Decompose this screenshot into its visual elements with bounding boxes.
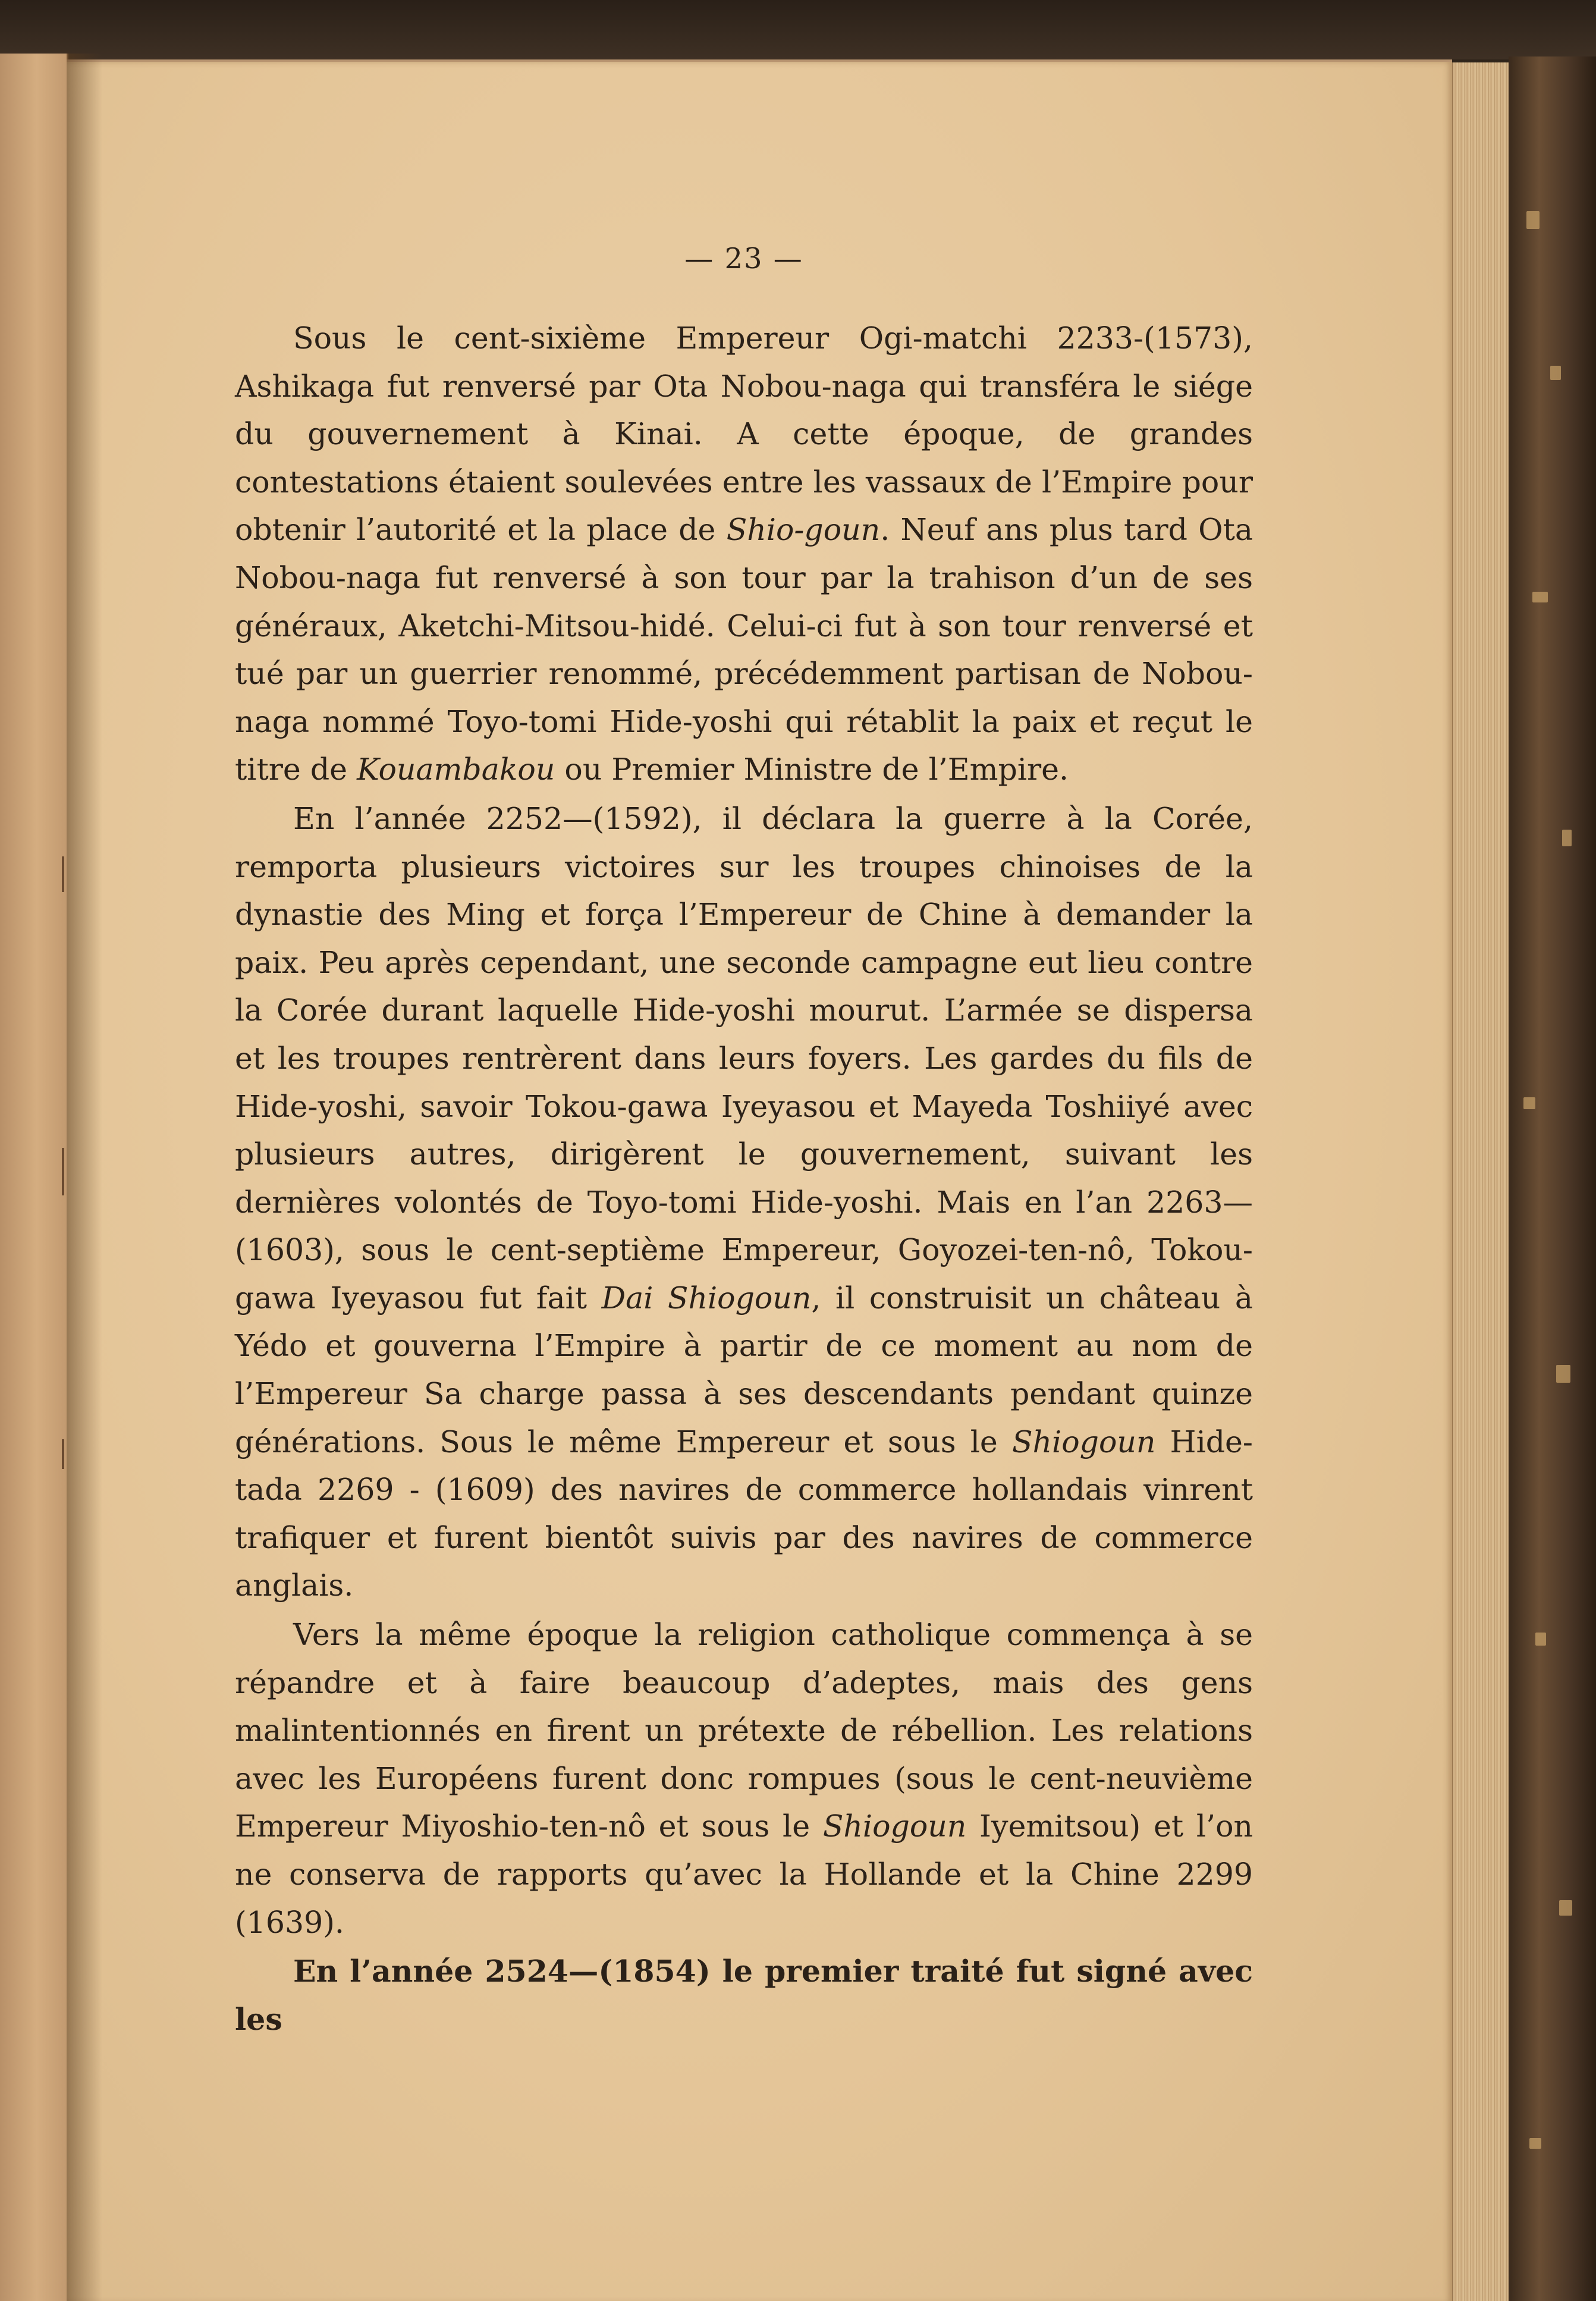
page-edge-mark (62, 1439, 64, 1469)
italic-term: Dai Shiogoun (601, 1280, 812, 1316)
italic-term: Shiogoun (822, 1809, 967, 1844)
page-text-block (235, 241, 1253, 2043)
paragraph (235, 315, 1253, 794)
text-run: Sous le cent-sixième Empereur Ogi-matchi 2233-(1573), Ashikaga fut renversé par Ota Nobou-naga qui transféra le siége du gouvernement à Kinai. A cette époque, de grandes contestations étaient soulevées entre les vassaux de l’Empire pour obtenir l’autorité et la place de (235, 321, 1253, 548)
book-cover-edge (1509, 56, 1596, 2301)
page-gutter-shadow (67, 54, 102, 2301)
text-run: En l’année 2252—(1592), il déclara la guerre à la Corée, remporta plusieurs victoires sur les troupes chinoises de la dynastie des Ming et força l’Empereur de Chine à demander la paix. Peu après cependant, une seconde campagne eut lieu contre la Corée durant laquelle Hide-yoshi mourut. L’armée se dispersa et les troupes rentrèrent dans leurs foyers. Les gardes du fils de Hide-yoshi, savoir Tokou-gawa Iyeyasou et Mayeda Toshiiyé avec plusieurs autres, dirigèrent le gouvernement, suivant les dernières volontés de Toyo-tomi Hide-yoshi. Mais en l’an 2263—(1603), sous le cent-septième Empereur, Goyozei-ten-nô, Tokou-gawa Iyeyasou fut fait (235, 801, 1253, 1316)
page-edge-mark (62, 1148, 64, 1195)
paragraph (235, 1948, 1253, 2043)
italic-term: Shiogoun (1011, 1424, 1156, 1459)
text-run: . Neuf ans plus tard Ota Nobou-naga fut renversé à son tour par la trahison d’un de ses généraux, Aketchi-Mitsou-hidé. Celui-ci fut à son tour renversé et tué par un guerrier renommé, précédemment partisan de Nobou-naga nommé Toyo-tomi Hide-yoshi qui rétablit la paix et reçut le titre de (235, 512, 1253, 787)
text-run: , il construisit un château à Yédo et gouverna l’Empire à partir de ce moment au nom de l’Empereur Sa charge passa à ses descendants pendant quinze générations. Sous le même Empereur et sous le (235, 1280, 1253, 1459)
text-run: ou Premier Ministre de l’Empire. (555, 752, 1069, 787)
italic-term: Shio-goun (726, 512, 881, 548)
text-run: Hide-tada 2269 - (1609) des navires de commerce hollandais vinrent trafiquer et furent bientôt suivis par des navires de commerce anglais. (235, 1424, 1253, 1603)
text-run: Iyemitsou) et l’on ne conserva de rapports qu’avec la Hollande et la Chine 2299 (1639). (235, 1809, 1253, 1940)
italic-term: Kouambakou (357, 752, 555, 787)
paragraph (235, 795, 1253, 1610)
scan-background-top (0, 0, 1596, 59)
page-number: — 23 — (684, 242, 803, 275)
previous-page-edge (0, 54, 68, 2301)
page-stack-edge (1452, 62, 1510, 2301)
paragraph (235, 1611, 1253, 1947)
text-run: Vers la même époque la religion catholique commença à se répandre et à faire beaucoup d’adeptes, mais des gens malintentionnés en firent un prétexte de rébellion. Les relations avec les Européens furent donc rompues (sous le cent-neuvième Empereur Miyoshio-ten-nô et sous le (235, 1617, 1253, 1844)
text-run: En l’année 2524—(1854) le premier traité fut signé avec les (235, 1954, 1253, 2037)
page-edge-mark (62, 856, 64, 892)
